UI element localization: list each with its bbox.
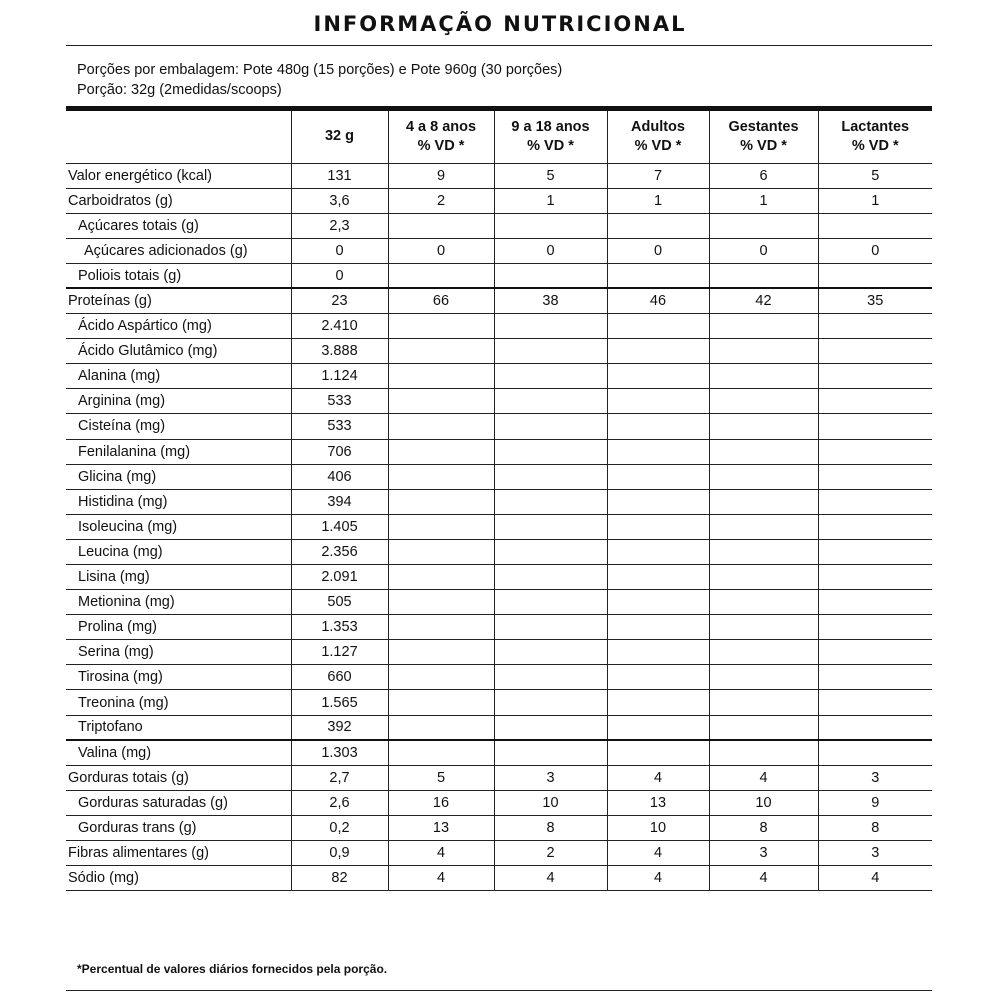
daily-value-percent: 2 — [494, 841, 607, 866]
daily-value-percent — [494, 464, 607, 489]
daily-value-percent — [709, 314, 818, 339]
table-row — [66, 565, 932, 590]
nutrient-label: Poliois totais (g) — [66, 263, 291, 288]
daily-value-percent — [818, 464, 932, 489]
daily-value-percent — [709, 665, 818, 690]
daily-value-percent — [388, 414, 494, 439]
portion-value: 1.565 — [291, 690, 388, 715]
portion-value: 505 — [291, 590, 388, 615]
daily-value-percent: 8 — [818, 815, 932, 840]
daily-value-percent — [709, 690, 818, 715]
daily-value-percent: 1 — [818, 188, 932, 213]
daily-value-percent: 0 — [607, 238, 709, 263]
daily-value-percent: 0 — [818, 238, 932, 263]
table-row — [66, 489, 932, 514]
nutrient-label: Fenilalanina (mg) — [66, 439, 291, 464]
daily-value-percent — [388, 489, 494, 514]
portion-value: 0 — [291, 238, 388, 263]
daily-value-percent — [388, 314, 494, 339]
table-row — [66, 841, 932, 866]
nutrient-label: Triptofano — [66, 715, 291, 740]
serving-size: Porção: 32g (2medidas/scoops) — [77, 82, 282, 98]
nutrient-label: Alanina (mg) — [66, 364, 291, 389]
daily-value-percent — [709, 364, 818, 389]
daily-value-percent: 10 — [709, 790, 818, 815]
daily-value-percent: 42 — [709, 288, 818, 313]
daily-value-percent: 4 — [709, 765, 818, 790]
daily-value-percent — [388, 715, 494, 740]
daily-value-percent — [709, 565, 818, 590]
daily-value-percent: 2 — [388, 188, 494, 213]
daily-value-percent: 9 — [388, 163, 494, 188]
nutrient-label: Isoleucina (mg) — [66, 514, 291, 539]
daily-value-percent — [818, 263, 932, 288]
nutrient-label: Gorduras saturadas (g) — [66, 790, 291, 815]
daily-value-percent — [818, 389, 932, 414]
daily-value-percent — [818, 414, 932, 439]
daily-value-percent — [388, 640, 494, 665]
daily-value-percent — [494, 364, 607, 389]
daily-value-percent: 1 — [709, 188, 818, 213]
daily-value-percent — [818, 640, 932, 665]
table-row — [66, 715, 932, 740]
table-row — [66, 439, 932, 464]
table-row — [66, 263, 932, 288]
nutrient-label: Valor energético (kcal) — [66, 163, 291, 188]
nutrient-label: Treonina (mg) — [66, 690, 291, 715]
table-row — [66, 464, 932, 489]
daily-value-percent — [494, 339, 607, 364]
table-row — [66, 740, 932, 765]
nutrient-label: Tirosina (mg) — [66, 665, 291, 690]
daily-value-percent: 3 — [494, 765, 607, 790]
daily-value-percent — [818, 715, 932, 740]
daily-value-percent: 4 — [388, 841, 494, 866]
portion-value: 1.353 — [291, 615, 388, 640]
daily-value-percent — [494, 213, 607, 238]
nutrient-label: Ácido Glutâmico (mg) — [66, 339, 291, 364]
daily-value-percent — [494, 615, 607, 640]
daily-value-percent — [388, 439, 494, 464]
daily-value-percent — [388, 263, 494, 288]
nutrient-label: Glicina (mg) — [66, 464, 291, 489]
table-body — [66, 163, 932, 891]
daily-value-percent — [494, 740, 607, 765]
nutrient-label: Leucina (mg) — [66, 539, 291, 564]
daily-value-percent — [709, 590, 818, 615]
daily-value-percent: 4 — [607, 841, 709, 866]
table-header-row — [66, 111, 932, 163]
daily-value-percent: 10 — [607, 815, 709, 840]
servings-per-package: Porções por embalagem: Pote 480g (15 porções) e Pote 960g (30 porções) — [77, 62, 563, 78]
daily-value-percent — [709, 740, 818, 765]
daily-value-percent — [818, 690, 932, 715]
daily-value-percent — [709, 615, 818, 640]
daily-value-percent — [494, 539, 607, 564]
portion-value: 0,9 — [291, 841, 388, 866]
portion-value: 1.124 — [291, 364, 388, 389]
nutrient-label: Gorduras totais (g) — [66, 765, 291, 790]
daily-value-percent — [709, 213, 818, 238]
daily-value-percent — [709, 464, 818, 489]
daily-value-percent — [388, 665, 494, 690]
daily-value-percent — [607, 715, 709, 740]
header-cell-nutrient — [66, 111, 291, 163]
portion-value: 23 — [291, 288, 388, 313]
daily-value-percent: 13 — [607, 790, 709, 815]
footnote: *Percentual de valores diários fornecidos pela porção. — [77, 962, 388, 976]
daily-value-percent — [494, 314, 607, 339]
nutrient-label: Açúcares totais (g) — [66, 213, 291, 238]
daily-value-percent — [607, 339, 709, 364]
daily-value-percent: 1 — [494, 188, 607, 213]
table-row — [66, 288, 932, 313]
table-row — [66, 765, 932, 790]
nutrient-label: Carboidratos (g) — [66, 188, 291, 213]
daily-value-percent: 7 — [607, 163, 709, 188]
daily-value-percent: 1 — [607, 188, 709, 213]
daily-value-percent — [494, 590, 607, 615]
portion-value: 2,3 — [291, 213, 388, 238]
daily-value-percent — [709, 715, 818, 740]
portion-value: 0,2 — [291, 815, 388, 840]
table-row — [66, 364, 932, 389]
daily-value-percent: 0 — [494, 238, 607, 263]
daily-value-percent — [388, 565, 494, 590]
daily-value-percent — [818, 489, 932, 514]
daily-value-percent — [494, 640, 607, 665]
daily-value-percent — [818, 364, 932, 389]
nutrient-label: Proteínas (g) — [66, 288, 291, 313]
daily-value-percent — [607, 690, 709, 715]
portion-value: 2.410 — [291, 314, 388, 339]
daily-value-percent: 4 — [388, 866, 494, 891]
daily-value-percent — [607, 464, 709, 489]
daily-value-percent: 5 — [494, 163, 607, 188]
daily-value-percent — [818, 590, 932, 615]
daily-value-percent — [607, 590, 709, 615]
daily-value-percent — [388, 464, 494, 489]
table-row — [66, 615, 932, 640]
portion-value: 2.356 — [291, 539, 388, 564]
portion-value: 392 — [291, 715, 388, 740]
table-row — [66, 815, 932, 840]
daily-value-percent — [494, 414, 607, 439]
daily-value-percent: 13 — [388, 815, 494, 840]
daily-value-percent — [818, 539, 932, 564]
header-cell-pregnant: Gestantes % VD * — [709, 111, 818, 163]
daily-value-percent — [607, 740, 709, 765]
daily-value-percent — [388, 389, 494, 414]
daily-value-percent: 4 — [818, 866, 932, 891]
daily-value-percent — [388, 364, 494, 389]
nutrient-label: Gorduras trans (g) — [66, 815, 291, 840]
daily-value-percent — [494, 514, 607, 539]
nutrient-label: Valina (mg) — [66, 740, 291, 765]
table-row — [66, 314, 932, 339]
daily-value-percent: 0 — [388, 238, 494, 263]
table-row — [66, 213, 932, 238]
daily-value-percent — [388, 339, 494, 364]
portion-value: 533 — [291, 389, 388, 414]
daily-value-percent — [607, 314, 709, 339]
daily-value-percent: 4 — [494, 866, 607, 891]
daily-value-percent — [607, 489, 709, 514]
daily-value-percent: 3 — [818, 765, 932, 790]
daily-value-percent: 5 — [818, 163, 932, 188]
table-row — [66, 339, 932, 364]
daily-value-percent: 38 — [494, 288, 607, 313]
header-cell-9-18-years: 9 a 18 anos % VD * — [494, 111, 607, 163]
daily-value-percent — [607, 389, 709, 414]
label-title: INFORMAÇÃO NUTRICIONAL — [313, 12, 687, 36]
table-row — [66, 665, 932, 690]
daily-value-percent — [388, 615, 494, 640]
daily-value-percent: 8 — [709, 815, 818, 840]
daily-value-percent — [709, 414, 818, 439]
daily-value-percent — [388, 690, 494, 715]
daily-value-percent: 0 — [709, 238, 818, 263]
portion-value: 533 — [291, 414, 388, 439]
nutrient-label: Metionina (mg) — [66, 590, 291, 615]
daily-value-percent — [818, 439, 932, 464]
daily-value-percent — [388, 514, 494, 539]
daily-value-percent — [607, 414, 709, 439]
daily-value-percent — [709, 539, 818, 564]
bottom-rule — [66, 990, 932, 991]
daily-value-percent — [709, 263, 818, 288]
serving-info — [77, 60, 562, 100]
daily-value-percent — [494, 715, 607, 740]
daily-value-percent — [607, 539, 709, 564]
daily-value-percent — [709, 514, 818, 539]
table-row — [66, 790, 932, 815]
portion-value: 1.127 — [291, 640, 388, 665]
daily-value-percent: 5 — [388, 765, 494, 790]
daily-value-percent: 9 — [818, 790, 932, 815]
daily-value-percent — [607, 213, 709, 238]
nutrition-table — [66, 111, 932, 891]
header-cell-lactating: Lactantes % VD * — [818, 111, 932, 163]
daily-value-percent: 8 — [494, 815, 607, 840]
daily-value-percent — [709, 339, 818, 364]
daily-value-percent: 16 — [388, 790, 494, 815]
daily-value-percent: 3 — [818, 841, 932, 866]
nutrient-label: Prolina (mg) — [66, 615, 291, 640]
table-row — [66, 539, 932, 564]
header-cell-portion: 32 g — [291, 111, 388, 163]
daily-value-percent — [494, 439, 607, 464]
portion-value: 1.303 — [291, 740, 388, 765]
table-row — [66, 163, 932, 188]
daily-value-percent — [709, 389, 818, 414]
daily-value-percent — [818, 213, 932, 238]
portion-value: 706 — [291, 439, 388, 464]
daily-value-percent — [494, 489, 607, 514]
table-row — [66, 866, 932, 891]
top-rule — [66, 45, 932, 46]
portion-value: 3.888 — [291, 339, 388, 364]
daily-value-percent — [607, 565, 709, 590]
portion-value: 2.091 — [291, 565, 388, 590]
portion-value: 82 — [291, 866, 388, 891]
daily-value-percent: 46 — [607, 288, 709, 313]
daily-value-percent — [388, 740, 494, 765]
daily-value-percent: 66 — [388, 288, 494, 313]
nutrient-label: Ácido Aspártico (mg) — [66, 314, 291, 339]
daily-value-percent — [818, 665, 932, 690]
nutrient-label: Cisteína (mg) — [66, 414, 291, 439]
daily-value-percent — [607, 364, 709, 389]
portion-value: 131 — [291, 163, 388, 188]
table-row — [66, 690, 932, 715]
daily-value-percent — [818, 339, 932, 364]
portion-value: 3,6 — [291, 188, 388, 213]
portion-value: 660 — [291, 665, 388, 690]
daily-value-percent — [494, 565, 607, 590]
daily-value-percent — [494, 690, 607, 715]
daily-value-percent — [709, 439, 818, 464]
daily-value-percent: 4 — [709, 866, 818, 891]
daily-value-percent — [388, 590, 494, 615]
portion-value: 1.405 — [291, 514, 388, 539]
daily-value-percent — [709, 640, 818, 665]
portion-value: 0 — [291, 263, 388, 288]
table-row — [66, 590, 932, 615]
daily-value-percent — [494, 263, 607, 288]
portion-value: 394 — [291, 489, 388, 514]
daily-value-percent: 3 — [709, 841, 818, 866]
table-row — [66, 414, 932, 439]
nutrient-label: Fibras alimentares (g) — [66, 841, 291, 866]
daily-value-percent: 6 — [709, 163, 818, 188]
daily-value-percent: 4 — [607, 765, 709, 790]
nutrient-label: Histidina (mg) — [66, 489, 291, 514]
portion-value: 2,6 — [291, 790, 388, 815]
nutrient-label: Lisina (mg) — [66, 565, 291, 590]
table-row — [66, 389, 932, 414]
header-cell-adults: Adultos % VD * — [607, 111, 709, 163]
daily-value-percent — [818, 514, 932, 539]
daily-value-percent — [709, 489, 818, 514]
daily-value-percent — [607, 615, 709, 640]
nutrient-label: Sódio (mg) — [66, 866, 291, 891]
daily-value-percent — [818, 314, 932, 339]
daily-value-percent — [607, 514, 709, 539]
daily-value-percent — [607, 665, 709, 690]
table-row — [66, 514, 932, 539]
nutrient-label: Arginina (mg) — [66, 389, 291, 414]
nutrient-label: Açúcares adicionados (g) — [66, 238, 291, 263]
portion-value: 2,7 — [291, 765, 388, 790]
portion-value: 406 — [291, 464, 388, 489]
daily-value-percent — [818, 565, 932, 590]
table-row — [66, 238, 932, 263]
table-row — [66, 188, 932, 213]
daily-value-percent — [607, 439, 709, 464]
table-row — [66, 640, 932, 665]
daily-value-percent — [388, 539, 494, 564]
daily-value-percent: 35 — [818, 288, 932, 313]
daily-value-percent — [494, 389, 607, 414]
daily-value-percent — [494, 665, 607, 690]
daily-value-percent: 4 — [607, 866, 709, 891]
daily-value-percent — [388, 213, 494, 238]
daily-value-percent — [818, 615, 932, 640]
daily-value-percent — [818, 740, 932, 765]
header-cell-4-8-years: 4 a 8 anos % VD * — [388, 111, 494, 163]
daily-value-percent — [607, 263, 709, 288]
daily-value-percent — [607, 640, 709, 665]
daily-value-percent: 10 — [494, 790, 607, 815]
nutrient-label: Serina (mg) — [66, 640, 291, 665]
